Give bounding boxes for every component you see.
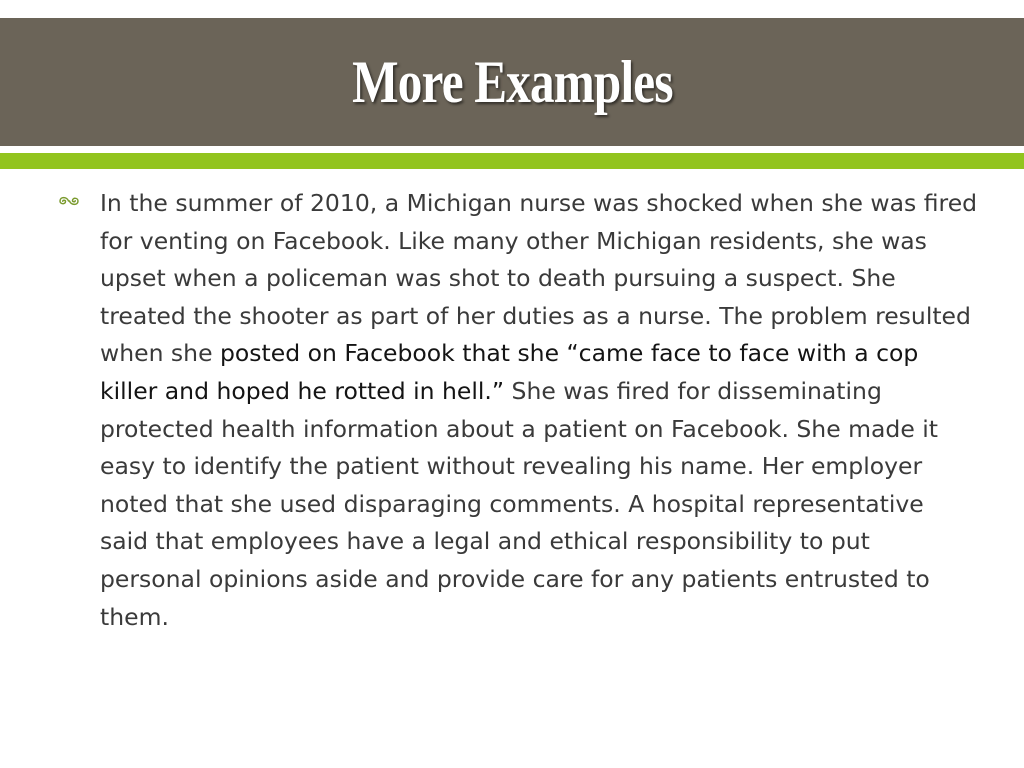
- slide-title: More Examples: [351, 49, 673, 115]
- swirl-bullet-icon: [58, 185, 100, 207]
- bullet-text-after: She was fired for disseminating protected health information about a patient on Facebook. She made it easy to identify the patient without revealing his name. Her employer noted that she used disparaging comments. A hospital representative said that employees have a legal and ethical responsibility to put personal opinions aside and provide care for any patients entrusted to them.: [100, 376, 939, 631]
- white-divider: [0, 146, 1024, 150]
- bullet-paragraph: [100, 185, 978, 636]
- green-accent-bar: [0, 153, 1024, 169]
- bullet-text-before: In the summer of 2010, a Michigan nurse was shocked when she was fired for venting on Facebook. Like many other Michigan residents, she was upset when a policeman was shot to death pursuing a suspect. She treated the shooter as part of her duties as a nurse. The problem resulted when she: [100, 189, 978, 368]
- bullet-text-emphasis: posted on Facebook that she “came face to face with a cop killer and hoped he rotted in hell.”: [100, 339, 919, 405]
- bullet-item: [58, 185, 978, 636]
- slide-body: [58, 185, 978, 636]
- title-band: [0, 18, 1024, 146]
